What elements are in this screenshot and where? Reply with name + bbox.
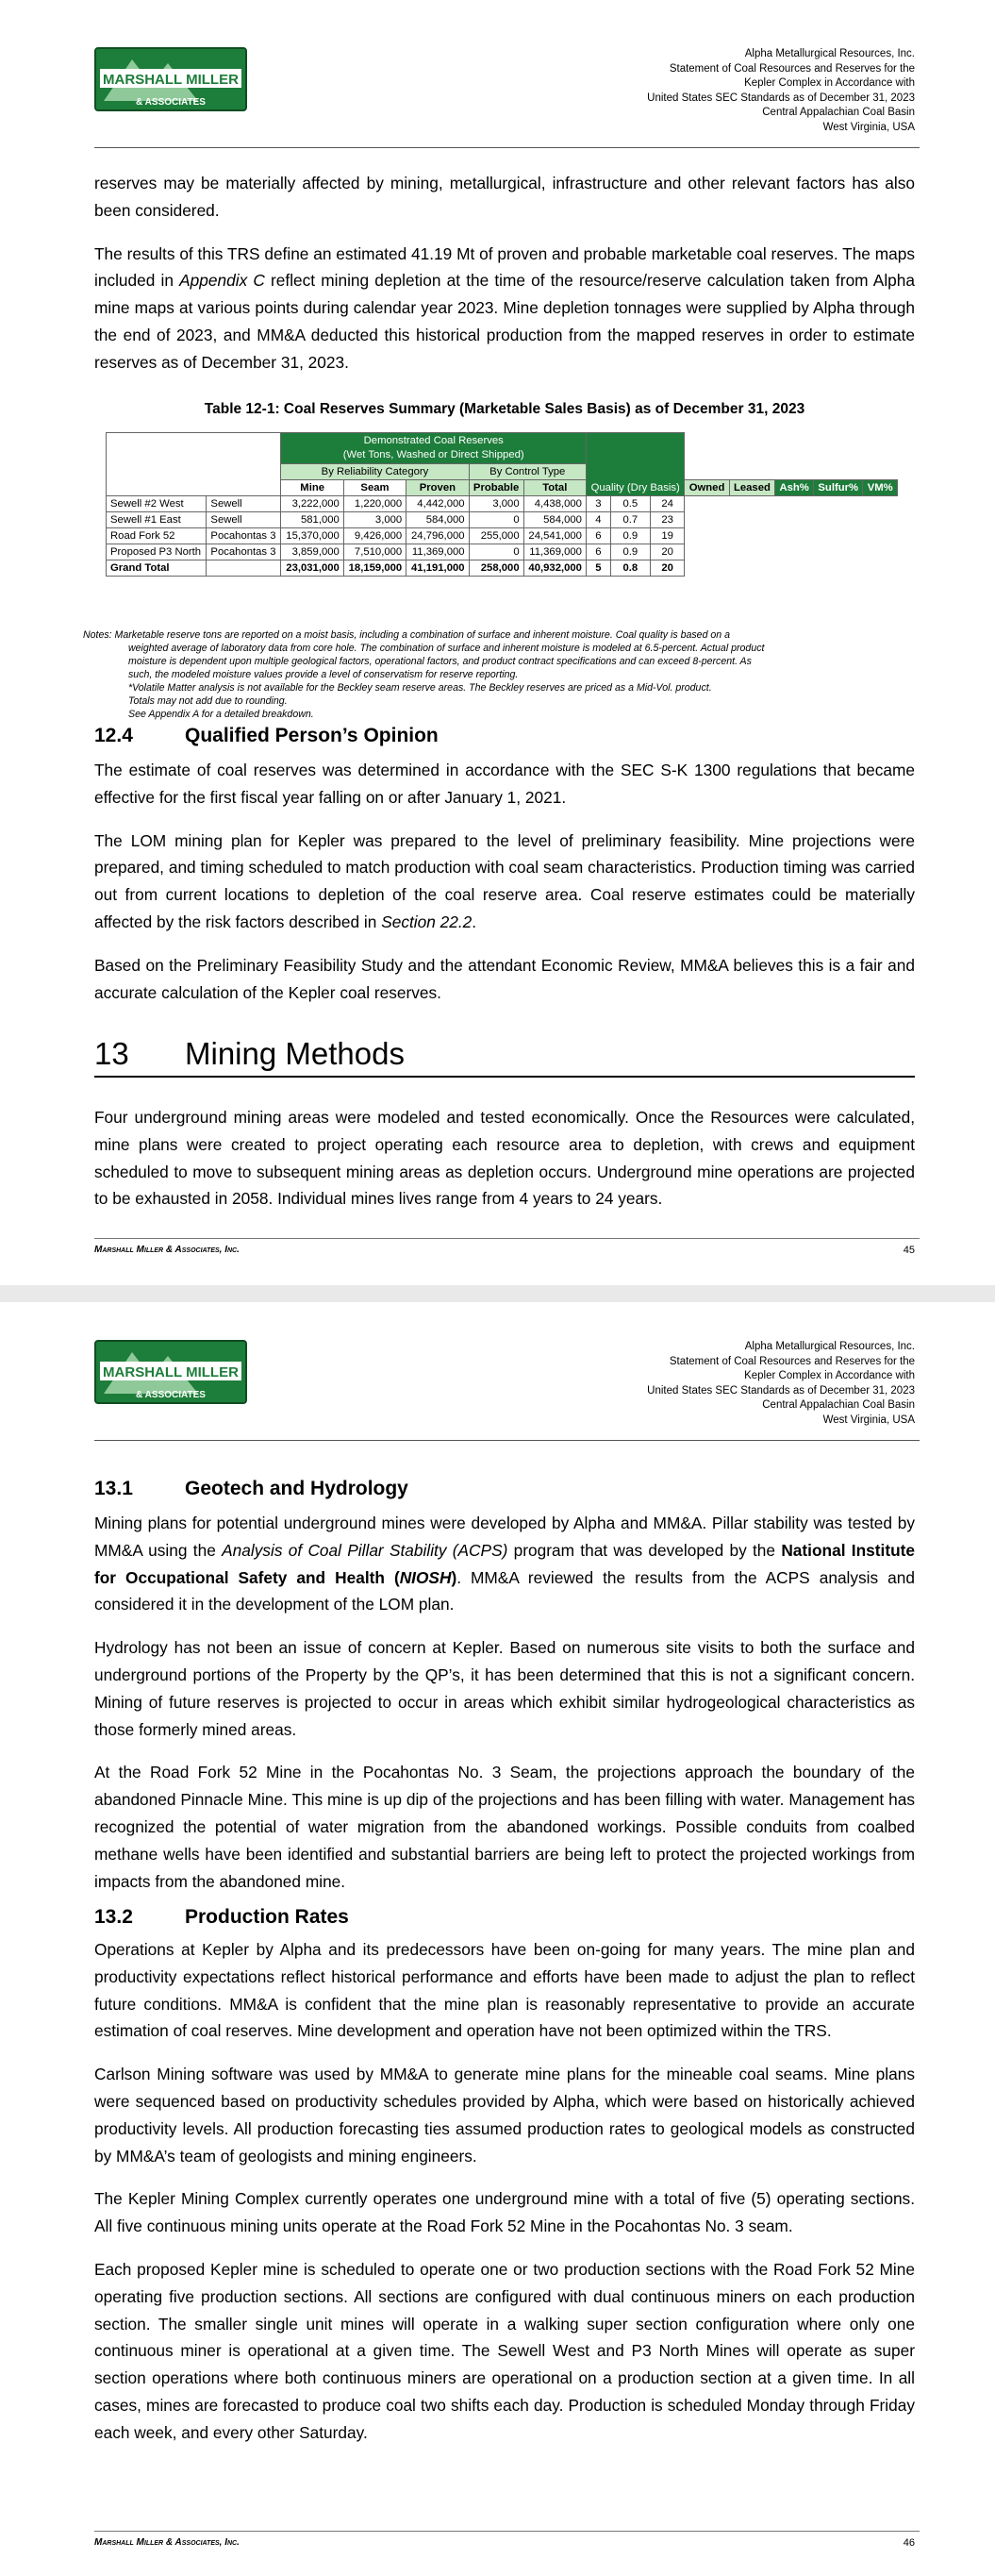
paragraph: Based on the Preliminary Feasibility Study and the attendant Economic Review, MM&A believes this is a fair and accurate calculation of the Kepler coal reserves. <box>94 955 915 1002</box>
paragraph: The estimate of coal reserves was determined in accordance with the SEC S-K 1300 regulations that became effective for the first fiscal year falling on or after January 1, 2021. <box>94 761 915 807</box>
header-company: Alpha Metallurgical Resources, Inc. <box>744 48 915 59</box>
section-heading-13-1: 13.1 Geotech and Hydrology <box>94 1478 408 1499</box>
table-caption: Table 12-1: Coal Reserves Summary (Marketable Sales Basis) as of December 31, 2023 <box>204 401 805 417</box>
chapter-heading-13: 13 Mining Methods <box>94 1036 915 1078</box>
paragraph: Carlson Mining software was used by MM&A to generate mine plans for the mineable coal seams. Mine plans were sequenced based on productivity schedules provided by Alpha, which were based on historically achieved productivity levels. All production forecasting ties assumed production rates to geological models as constructed by MM&A’s team of geologists and mining engineers. <box>94 2065 915 2166</box>
reliability-header: By Reliability Category <box>281 464 469 480</box>
logo-subtext: & ASSOCIATES <box>136 1390 206 1400</box>
header-line: Statement of Coal Resources and Reserves for the <box>669 1355 915 1367</box>
section-12-4-body <box>94 757 915 1022</box>
page-header <box>94 1330 920 1441</box>
logo-text: MARSHALL MILLER <box>103 72 239 88</box>
company-logo <box>94 42 250 120</box>
quality-header: Quality (Dry Basis) <box>586 433 684 496</box>
column-header: Leased <box>729 480 775 496</box>
column-header: Sulfur% <box>814 480 863 496</box>
page-number: 45 <box>903 1245 915 1256</box>
header-text <box>647 1340 915 1428</box>
chapter-13-intro <box>94 1104 915 1229</box>
page-footer: Marshall Miller & Associates, Inc. 45 <box>94 1238 920 1255</box>
header-line: West Virginia, USA <box>822 1413 915 1426</box>
header-line: Statement of Coal Resources and Reserves for the <box>669 62 915 75</box>
paragraph: The Kepler Mining Complex currently operates one underground mine with a total of five (5) operating sections. All five continuous mining units operate at the Road Fork 52 Mine in the Pocahontas No. 3 seam. <box>94 2189 915 2236</box>
column-header: Ash% <box>775 480 814 496</box>
intro-paragraphs <box>94 170 915 393</box>
logo-text: MARSHALL MILLER <box>103 1364 239 1380</box>
logo-subtext: & ASSOCIATES <box>136 97 206 108</box>
table-row: Sewell #1 East Sewell 581,000 3,000 584,000 0 584,000 4 0.7 23 <box>107 512 898 528</box>
section-heading-13-2: 13.2 Production Rates <box>94 1906 349 1928</box>
paragraph: Four underground mining areas were modeled and tested economically. Once the Resources were calculated, mine plans were created to project operating each resource area to depletion, with crews and equipment scheduled to move to subsequent mining areas as depletion occurs. Underground mine operations are projected to be exhausted in 2058. Individual mines lives range from 4 years to 24 years. <box>94 1108 915 1209</box>
control-header: By Control Type <box>469 464 586 480</box>
table-row: Proposed P3 North Pocahontas 3 3,859,000 7,510,000 11,369,000 0 11,369,000 6 0.9 20 <box>107 544 898 560</box>
header-text <box>647 47 915 135</box>
company-logo <box>94 1335 250 1413</box>
paragraph: Each proposed Kepler mine is scheduled to operate one or two production sections with the Road Fork 52 Mine operating five production sections. All sections are configured with dual continuous miners on each production section. The smaller single unit mines will operate in a walking super section configuration where only one continuous miner is operational at a given time. The Sewell West and P3 North Mines will operate as super section operations where both continuous miners are operational on a production section at a given time. In all cases, mines are forecasted to produce coal two shifts each day. Production is scheduled Monday through Friday each week, and every other Saturday. <box>94 2259 915 2442</box>
column-header: Owned <box>685 480 729 496</box>
header-line: United States SEC Standards as of December 31, 2023 <box>647 92 915 104</box>
page-header <box>94 38 920 148</box>
column-header: Mine <box>281 480 343 496</box>
paragraph: The results of this TRS define an estimated 41.19 Mt of proven and probable marketable coal reserves. The maps included in Appendix C reflect mining depletion at the time of the resource/reserve calculation taken from Alpha mine maps at various points during calendar year 2023. Mine depletion tonnages were supplied by Alpha through the end of 2023, and MM&A deducted this historical production from the mapped reserves in order to estimate reserves as of December 31, 2023. <box>94 243 915 372</box>
coal-reserves-table <box>106 432 898 577</box>
document-page-46 <box>0 1302 995 2576</box>
paragraph: The LOM mining plan for Kepler was prepared to the level of preliminary feasibility. Mine projections were prepared, and timing scheduled to match production with coal seam characteristics. Production timing was carried out from current locations to depletion of the coal reserve area. Coal reserve estimates could be materially affected by the risk factors described in Section 22.2. <box>94 830 915 931</box>
column-header: Seam <box>343 480 406 496</box>
header-company: Alpha Metallurgical Resources, Inc. <box>744 1341 915 1352</box>
group-header: Demonstrated Coal Reserves (Wet Tons, Washed or Direct Shipped) <box>281 433 587 464</box>
table-notes: Notes: Marketable reserve tons are reported on a moist basis, including a combination of surface and inherent moisture. Coal quality is based on a weighted average of laboratory data from core hole. The combination of surface and inherent moisture is modeled at 6.5-percent. Actual product moisture is dependent upon multiple geological factors, operational factors, and product contract specifications and can exceed 8-percent. As such, the modeled moisture values provide a level of conservatism for reserve reporting. *Volatile Matter analysis is not available for the Beckley seam reserve areas. The Beckley reserves are priced as a Mid-Vol. product. Totals may not add due to rounding. See Appendix A for a detailed breakdown. <box>83 629 765 720</box>
paragraph: At the Road Fork 52 Mine in the Pocahontas No. 3 Seam, the projections approach the boundary of the abandoned Pinnacle Mine. This mine is up dip of the projections and has been filling with water. Management has recognized the potential of water migration from the abandoned workings. Possible conduits from coalbed methane wells have been identified and substantial barriers are being left to protect the projected workings from impacts from the abandoned mine. <box>94 1763 915 1891</box>
section-heading-12-4: 12.4 Qualified Person’s Opinion <box>94 725 439 746</box>
header-line: Kepler Complex in Accordance with <box>744 1370 915 1381</box>
header-line: Central Appalachian Coal Basin <box>762 107 915 118</box>
column-header: Probable <box>469 480 523 496</box>
paragraph: Operations at Kepler by Alpha and its predecessors have been on-going for many years. The mine plan and productivity expectations reflect historical performance and efforts have been made to adjust the plan to reflect future conditions. MM&A is confident that the mine plan is reasonably representative to provide an accurate estimation of coal reserves. Mine development and operation have not been optimized within the TRS. <box>94 1940 915 2041</box>
column-header: Total <box>523 480 586 496</box>
section-13-1-body <box>94 1510 915 1911</box>
column-header: VM% <box>863 480 898 496</box>
page-footer: Marshall Miller & Associates, Inc. 46 <box>94 2531 920 2548</box>
table-row: Road Fork 52 Pocahontas 3 15,370,000 9,426,000 24,796,000 255,000 24,541,000 6 0.9 19 <box>107 528 898 544</box>
table-total-row: Grand Total 23,031,000 18,159,000 41,191,000 258,000 40,932,000 5 0.8 20 <box>107 560 898 577</box>
paragraph: reserves may be materially affected by mining, metallurgical, infrastructure and other relevant factors has also been considered. <box>94 174 915 220</box>
section-13-2-body <box>94 1936 915 2463</box>
header-line: West Virginia, USA <box>822 121 915 133</box>
column-header: Proven <box>406 480 469 496</box>
paragraph: Hydrology has not been an issue of concern at Kepler. Based on numerous site visits to both the surface and underground portions of the Property by the QP’s, it has been determined that this is not a significant concern. Mining of future reserves is projected to occur in areas which exhibit similar hydrogeological characteristics as those formerly mined areas. <box>94 1638 915 1739</box>
header-line: Central Appalachian Coal Basin <box>762 1399 915 1411</box>
page-number: 46 <box>903 2537 915 2549</box>
paragraph: Mining plans for potential underground mines were developed by Alpha and MM&A. Pillar stability was tested by MM&A using the Analysis of Coal Pillar Stability (ACPS) program that was developed by the National Institute for Occupational Safety and Health (NIOSH). MM&A reviewed the results from the ACPS analysis and considered it in the development of the LOM plan. <box>94 1514 915 1614</box>
table-row: Sewell #2 West Sewell 3,222,000 1,220,000 4,442,000 3,000 4,438,000 3 0.5 24 <box>107 496 898 512</box>
header-line: United States SEC Standards as of December 31, 2023 <box>647 1384 915 1397</box>
document-page-45 <box>0 0 995 1285</box>
header-line: Kepler Complex in Accordance with <box>744 77 915 89</box>
